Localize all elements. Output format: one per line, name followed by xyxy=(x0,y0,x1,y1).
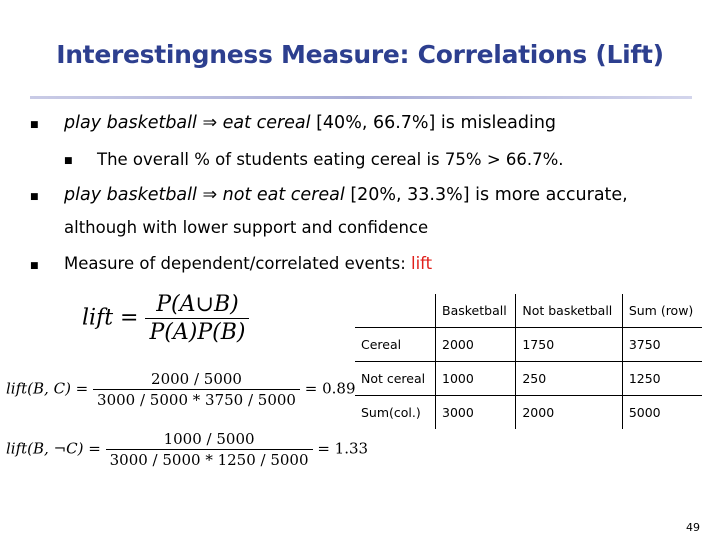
bullet-2-continuation: although with lower support and confidence xyxy=(64,218,429,237)
table-row-label: Sum(col.) xyxy=(355,396,436,430)
bullet-2-rest: [20%, 33.3%] is more accurate, xyxy=(344,185,628,205)
lift-definition-formula xyxy=(82,292,249,345)
table-cell: 3750 xyxy=(622,328,702,362)
table-row xyxy=(355,396,702,430)
lift-bnc-numerator: 1000 / 5000 xyxy=(106,430,313,450)
table-cell: 1000 xyxy=(436,362,516,396)
bullet-3-text: Measure of dependent/correlated events: xyxy=(64,254,411,273)
slide-title: Interestingness Measure: Correlations (Lift) xyxy=(56,40,664,69)
lift-def-denominator: P(A)P(B) xyxy=(149,320,246,345)
title-divider xyxy=(30,96,692,99)
table-cell: 2000 xyxy=(516,396,622,430)
table-row-label: Not cereal xyxy=(355,362,436,396)
lift-bc-numerator: 2000 / 5000 xyxy=(93,370,300,390)
lift-bc-lhs: lift(B, C) = xyxy=(6,379,89,398)
table-corner-cell xyxy=(355,294,436,328)
bullet-1 xyxy=(64,113,556,133)
table-cell: 2000 xyxy=(436,328,516,362)
lift-bc-denominator: 3000 / 5000 * 3750 / 5000 xyxy=(97,391,296,409)
contingency-table xyxy=(355,294,702,429)
table-header-row xyxy=(355,294,702,328)
lift-bnc-formula xyxy=(6,430,368,469)
table-row xyxy=(355,362,702,396)
table-header-cell: Not basketball xyxy=(516,294,622,328)
table-cell: 5000 xyxy=(622,396,702,430)
table-cell: 1250 xyxy=(622,362,702,396)
sub-bullet-square-icon: ■ xyxy=(64,156,73,166)
bullet-3 xyxy=(64,254,432,273)
lift-bnc-denominator: 3000 / 5000 * 1250 / 5000 xyxy=(109,451,309,469)
bullet-square-icon: ■ xyxy=(30,120,39,130)
bullet-2 xyxy=(64,185,628,205)
lift-highlight: lift xyxy=(411,254,433,273)
table-header-cell: Basketball xyxy=(436,294,516,328)
lift-def-numerator: P(A∪B) xyxy=(145,292,249,319)
lift-bnc-result: = 1.33 xyxy=(317,439,369,458)
lift-bc-formula xyxy=(6,370,356,409)
table-cell: 3000 xyxy=(436,396,516,430)
bullet-1-rule: play basketball ⇒ eat cereal xyxy=(64,113,311,133)
table-row-label: Cereal xyxy=(355,328,436,362)
bullet-square-icon: ■ xyxy=(30,192,39,202)
table-header-cell: Sum (row) xyxy=(622,294,702,328)
bullet-1-rest: [40%, 66.7%] is misleading xyxy=(310,113,557,133)
lift-bc-result: = 0.89 xyxy=(304,379,356,398)
bullet-square-icon: ■ xyxy=(30,261,39,271)
table-cell: 250 xyxy=(516,362,622,396)
table-cell: 1750 xyxy=(516,328,622,362)
lift-bnc-lhs: lift(B, ¬C) = xyxy=(6,439,101,458)
bullet-1-sub: The overall % of students eating cereal is 75% > 66.7%. xyxy=(97,150,564,169)
page-number: 49 xyxy=(686,521,700,534)
lift-def-lhs: lift = xyxy=(82,305,139,331)
bullet-2-rule: play basketball ⇒ not eat cereal xyxy=(64,185,345,205)
table-row xyxy=(355,328,702,362)
